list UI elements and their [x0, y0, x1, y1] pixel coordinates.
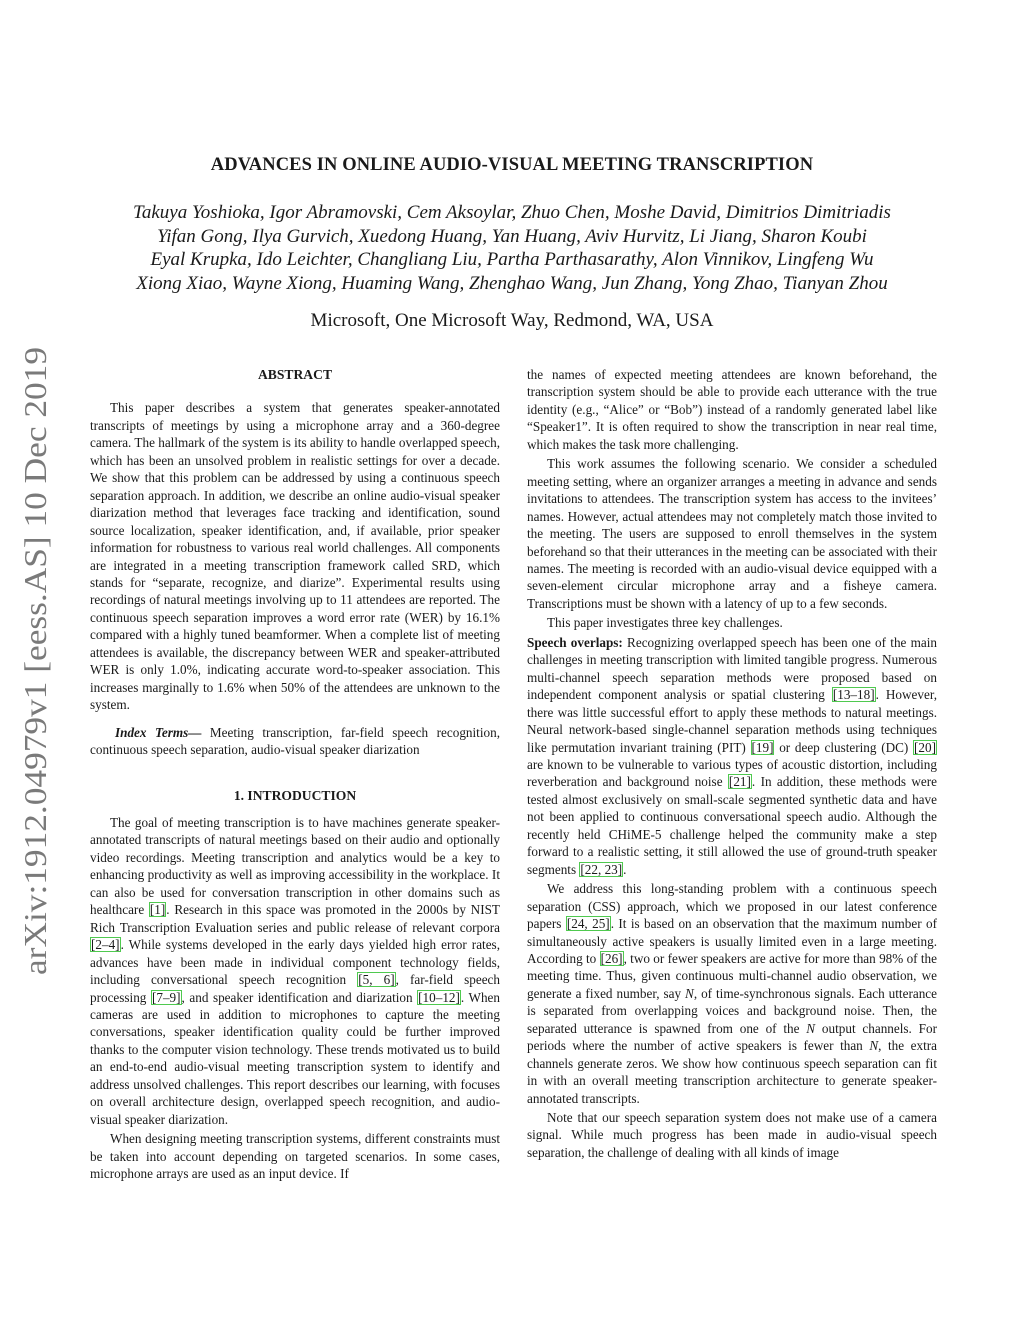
text-run: , of time-synchronous signals. Each utterance is separated from overlapping voices and background noise. Then, the separated utterance is spawned from one of the [527, 985, 937, 1036]
citation-link[interactable]: [20] [914, 739, 936, 755]
text-run: or deep clustering (DC) [774, 739, 914, 755]
intro-paragraph: This work assumes the following scenario. We consider a scheduled meeting setting, where an organizer arranges a meeting in advance and sends invitations to attendees. The transcription system has access to the invitees’ names. However, actual attendees may not completely match those invited to the meeting. The users are supposed to enroll themselves in the system beforehand so that their utterances in the meeting can be associated with their names. The meeting is recorded with an audio-visual device equipped with a seven-element circular microphone array and a fisheye camera. Transcriptions must be shown with a latency of up to a few seconds. [527, 456, 937, 611]
arxiv-identifier-stamp [16, 345, 56, 975]
paper-title: ADVANCES IN ONLINE AUDIO-VISUAL MEETING TRANSCRIPTION [210, 155, 814, 175]
text-run: The goal of meeting transcription is to have machines generate speaker-annotated transcripts of natural meetings based on their audio and optionally video recordings. Meeting transcription and analytics would be a key to enhancing productivity as well as improving accessibility in the workplace. It can also be used for conversation transcription in other domains such as healthcare [90, 814, 500, 918]
text-run: . In addition, these methods were tested almost exclusively on small-scale segmented synthetic data and have not been applied to continuous conversational speech audio. Although the recently held CHiME-5 challenge helped the community make a step forward to a realistic setting, it still allowed the use of ground-truth speaker segments [527, 774, 937, 877]
speech-overlaps-label: Speech overlaps: [527, 634, 623, 650]
affiliation: Microsoft, One Microsoft Way, Redmond, WA, USA [310, 310, 714, 331]
index-terms-label: Index Terms— [115, 724, 202, 740]
author-line: Takuya Yoshioka, Igor Abramovski, Cem Aksoylar, Zhuo Chen, Moshe David, Dimitrios Dimitriadis [133, 202, 891, 223]
text-run: . While systems developed in the early days yielded high error rates, advances have been made in individual component technology fields, including conversational speech recognition [90, 937, 500, 988]
left-column [90, 366, 500, 1182]
text-run: . It is based on an observation that the maximum number of simultaneously active speakers is usually limited even in a large meeting. According to [527, 916, 938, 966]
text-run: . However, there was little successful effort to apply these methods to natural meetings. Neural network-based single-channel separation methods using techniques like permutation invariant training (PIT) [527, 687, 937, 755]
text-run: . When cameras are used in addition to microphones to capture the meeting conversations, speaker identification quality could be further improved thanks to the computer vision technology. These trends motivated us to build an end-to-end audio-visual meeting transcription system to identify and address unsolved challenges. This report describes our learning, with focuses on overall architecture design, overlapped speech recognition, and audio-visual speaker diarization. [90, 989, 500, 1127]
math-variable: N [806, 1020, 816, 1036]
right-column [527, 366, 937, 1161]
text-run: , far-field speech processing [90, 972, 500, 1005]
citation-link[interactable]: [19] [751, 739, 774, 755]
math-variable: N [685, 985, 694, 1001]
text-run: , the extra channels generate zeros. We show how continuous speech separation can fit in with an overall meeting transcription architecture to generate speaker-annotated transcripts. [527, 1038, 937, 1106]
arxiv-stamp-text: arXiv:1912.04979v1 [eess.AS] 10 Dec 2019 [17, 406, 53, 975]
abstract-heading: ABSTRACT [257, 367, 333, 382]
text-run: are known to be vulnerable to various types of acoustic distortion, including reverberation and background noise [527, 756, 937, 790]
intro-paragraph: Note that our speech separation system does not make use of a camera signal. While much progress has been made in audio-visual speech separation, the challenge of dealing with all kinds of image [527, 1110, 937, 1160]
citation-link[interactable]: [24, 25] [566, 916, 610, 932]
text-run: We address this long-standing problem with a continuous speech separation (CSS) approach, which we proposed in our latest conference papers [527, 881, 937, 932]
abstract-text: This paper describes a system that generates speaker-annotated transcripts of meetings by using a microphone array and a 360-degree camera. The hallmark of the system is its ability to handle overlapped speech, which has been an unsolved problem in realistic settings for over a decade. We show that this problem can be addressed by using a continuous speech separation approach. In addition, we describe an online audio-visual speaker diarization method that leverages face tracking and identification, sound source localization, speaker identification, and, if available, prior speaker information for robustness to various real world challenges. All components are integrated in a meeting transcription framework called SRD, which stands for “separate, recognize, and diarize”. Experimental results using recordings of natural meetings involving up to 11 attendees are reported. The continuous speech separation improves a word error rate (WER) by 16.1% compared with a highly tuned beamformer. When a complete list of meeting attendees is available, the discrepancy between WER and speaker-attributed WER is only 1.0%, indicating accurate word-to-speaker association. This increases marginally to 1.6% when 50% of the attendees are unknown to the system. [90, 400, 500, 713]
intro-paragraph-continued: the names of expected meeting attendees are known beforehand, the transcription system should be able to provide each utterance with the true identity (e.g., “Alice” or “Bob”) instead of a randomly generated label like “Speaker1”. It is often required to show the transcription in near real time, which makes the task more challenging. [527, 367, 937, 452]
index-terms-text: Meeting transcription, far-field speech recognition, continuous speech separation, audio-visual speaker diarization [90, 724, 500, 758]
citation-link[interactable]: [22, 23] [580, 861, 623, 877]
author-line: Yifan Gong, Ilya Gurvich, Xuedong Huang, Yan Huang, Aviv Hurvitz, Li Jiang, Sharon Koubi [157, 225, 867, 247]
intro-paragraph [527, 880, 937, 1107]
introduction-heading: 1. INTRODUCTION [233, 787, 357, 803]
intro-paragraph [90, 814, 500, 1128]
text-run: output channels. For periods where the number of active speakers is fewer than [527, 1020, 937, 1054]
text-run: . [623, 861, 627, 877]
author-line: Eyal Krupka, Ido Leichter, Changliang Liu, Partha Parthasarathy, Alon Vinnikov, Lingfeng Wu [150, 249, 874, 271]
math-variable: N [869, 1038, 879, 1054]
author-line: Xiong Xiao, Wayne Xiong, Huaming Wang, Zhenghao Wang, Jun Zhang, Yong Zhao, Tianyan Zhou [136, 272, 888, 294]
intro-paragraph: When designing meeting transcription systems, different constraints must be taken into account depending on targeted scenarios. In some cases, microphone arrays are used as an input device. If [90, 1131, 500, 1182]
citation-link[interactable]: [1] [149, 902, 166, 918]
text-run: , and speaker identification and diarization [181, 989, 418, 1005]
text-run: . Research in this space was promoted in the 2000s by NIST Rich Transcription Evaluation series and public release of relevant corpora [90, 902, 500, 935]
citation-link[interactable]: [21] [728, 774, 751, 790]
index-terms [90, 724, 500, 759]
speech-overlaps-paragraph [527, 634, 937, 878]
citation-link[interactable]: [5, 6] [358, 972, 395, 988]
text-run: Recognizing overlapped speech has been one of the main challenges in meeting transcription with limited tangible progress. Numerous multi-channel speech separation methods were proposed based on independent component analysis or spatial clustering [527, 634, 937, 703]
citation-link[interactable]: [7–9] [151, 989, 181, 1005]
text-run: , two or fewer speakers are active for more than 98% of the meeting time. Thus, given continuous multi-channel audio observation, we generate a fixed number, say [527, 950, 937, 1001]
citation-link[interactable]: [13–18] [832, 687, 875, 703]
citation-link[interactable]: [26] [600, 950, 623, 966]
intro-paragraph: This paper investigates three key challenges. [547, 615, 783, 631]
author-list [80, 201, 944, 295]
citation-link[interactable]: [10–12] [418, 989, 460, 1005]
citation-link[interactable]: [2–4] [91, 937, 120, 953]
